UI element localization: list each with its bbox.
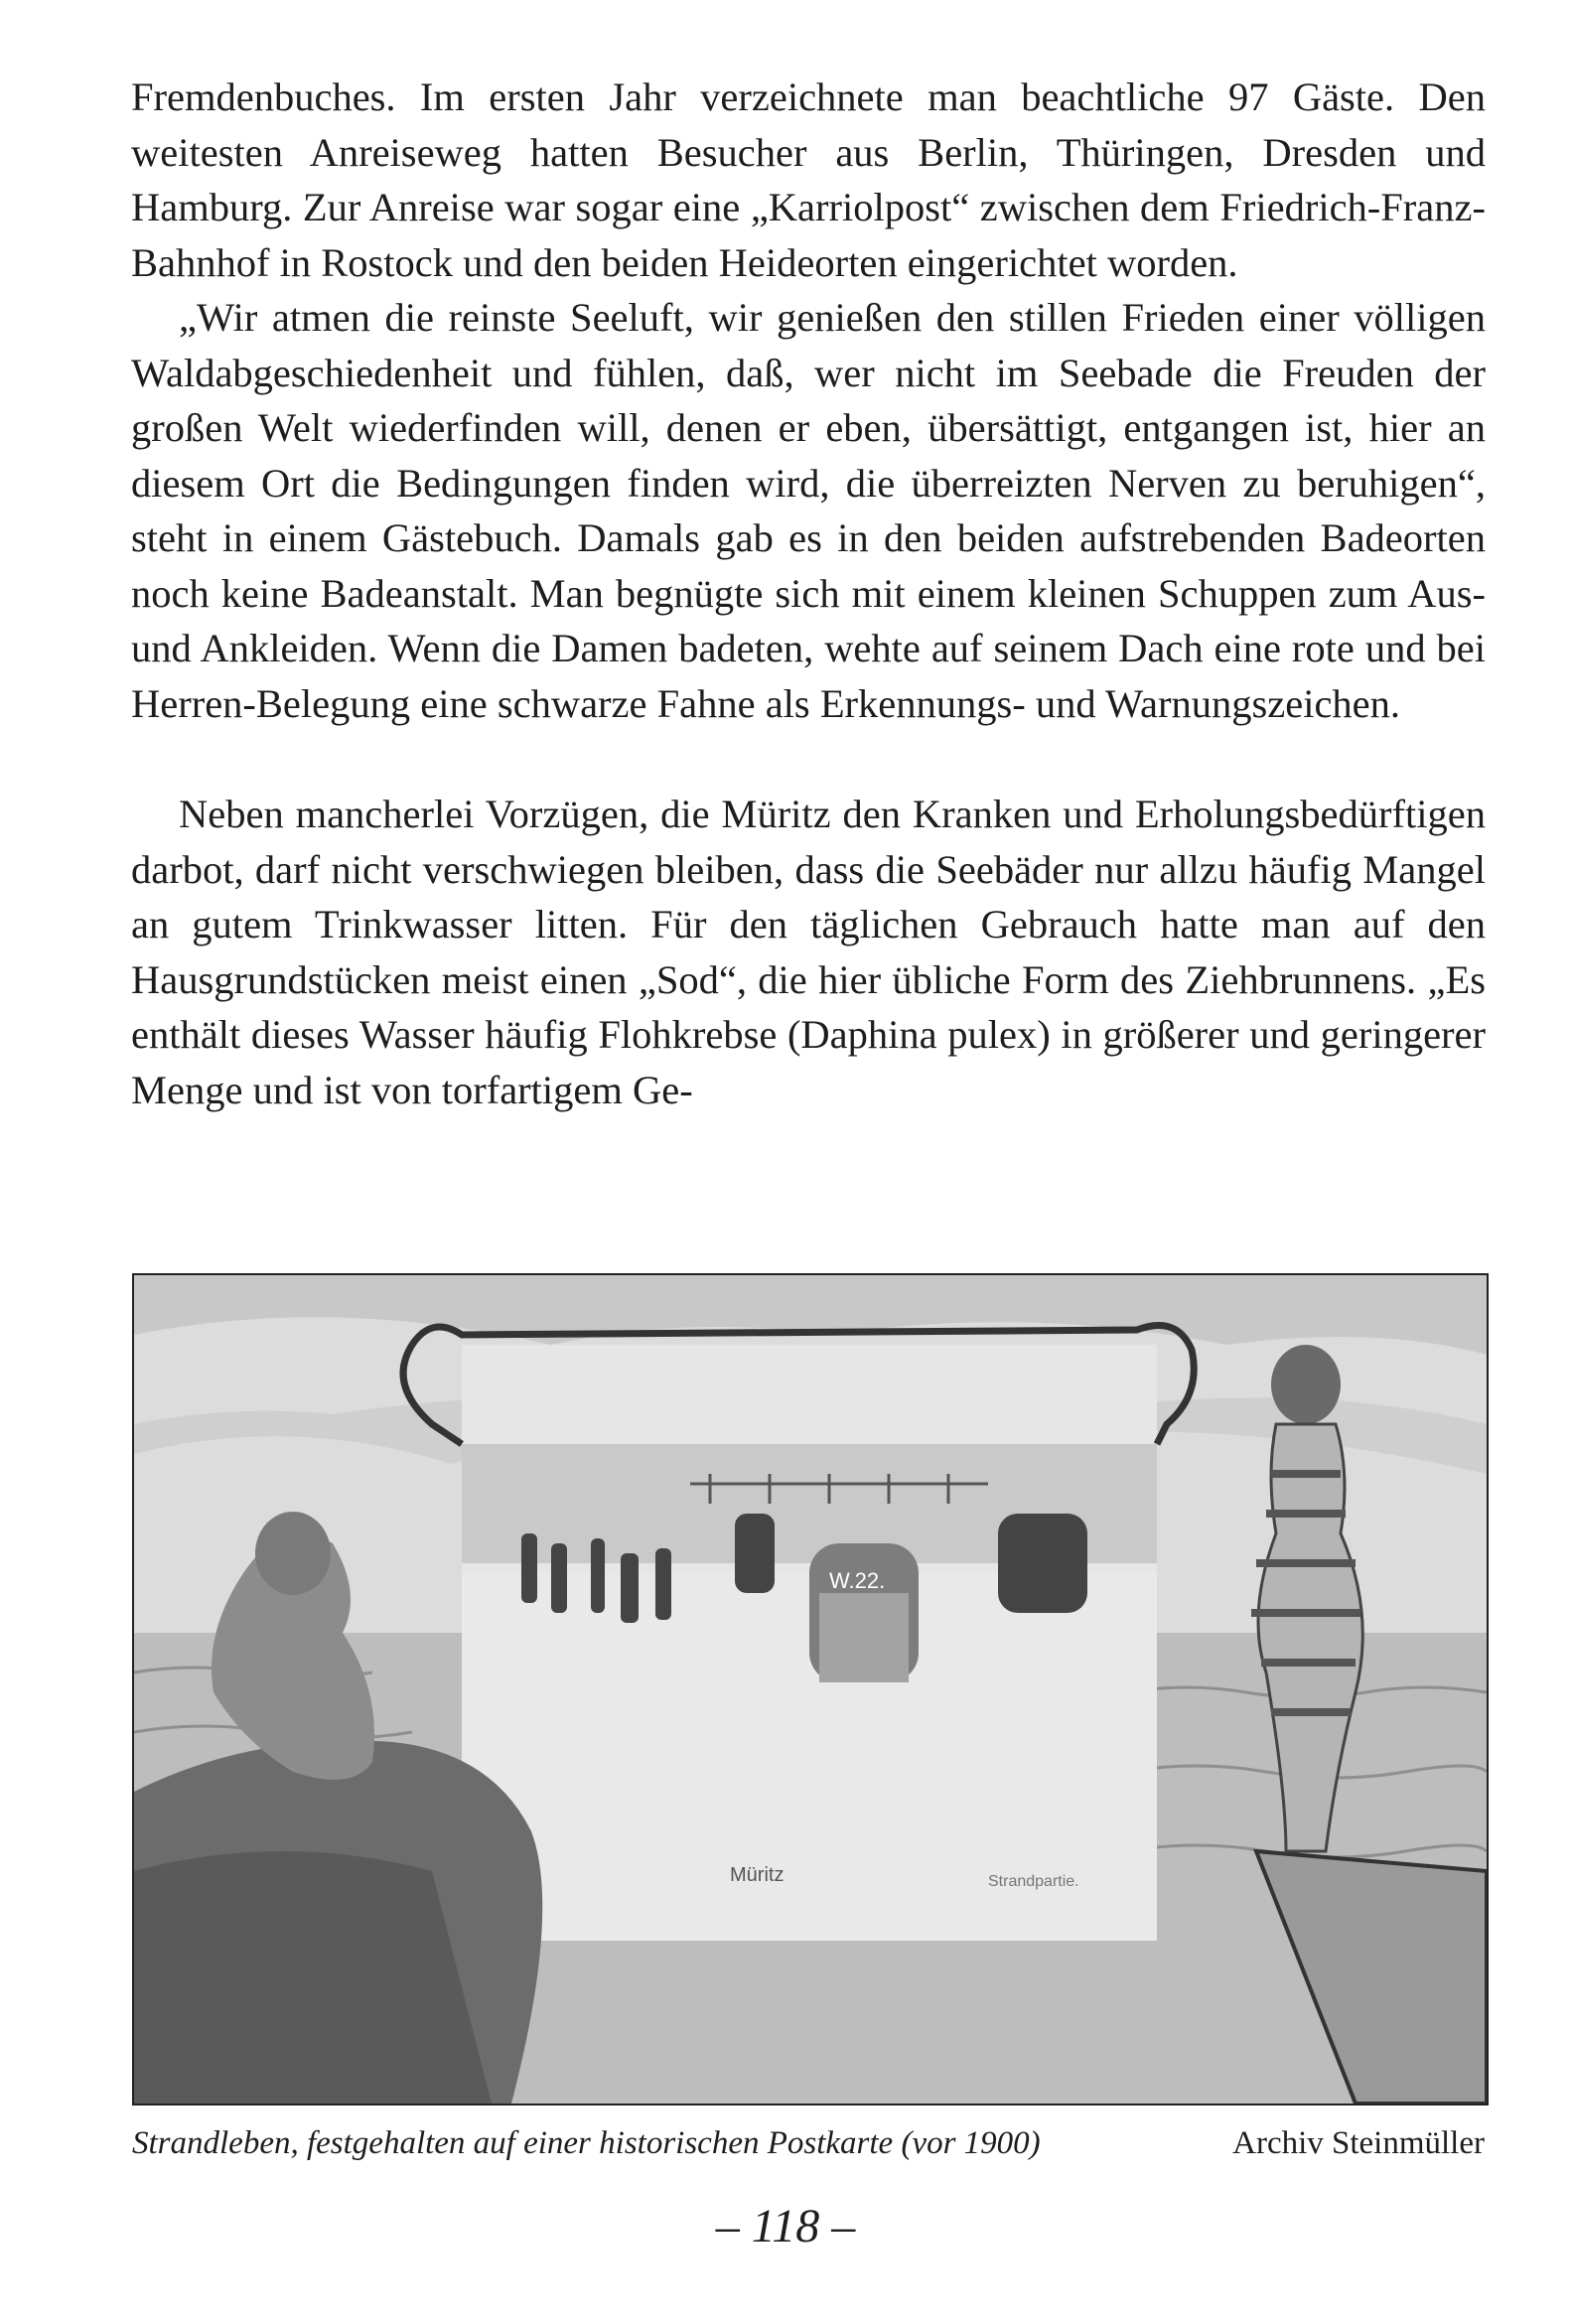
paragraph-3: Neben mancherlei Vorzügen, die Müritz den Kranken und Erholungsbedürftigen darbot, darf nicht verschwiegen bleiben, dass die Seebäder nur allzu häufig Mangel an gutem Trinkwasser litten. Für den täglichen Gebrauch hatte man auf den Hausgrundstücken meist einen „Sod“, die hier übliche Form des Ziehbrunnens. „Es enthält dieses Wasser häufig Flohkrebse (Daphina pulex) in größerer und geringerer Menge und ist von torfartigem Ge-	[131, 792, 1486, 1112]
beach-chair-label: W.22.	[829, 1568, 886, 1593]
postcard-label-strandpartie: Strandpartie.	[988, 1873, 1079, 1890]
paragraph-2: „Wir atmen die reinste Seeluft, wir genießen den stillen Frieden einer völligen Waldabgeschiedenheit und fühlen, daß, wer nicht im Seebade die Freuden der großen Welt wiederfinden will, denen er eben, übersättigt, entgangen ist, hier an diesem Ort die Bedingungen finden wird, die überreizten Nerven zu beruhigen“, steht in einem Gästebuch. Damals gab es in den beiden aufstrebenden Badeorten noch keine Badeanstalt. Man begnügte sich mit einem kleinen Schuppen zum Aus- und Ankleiden. Wenn die Damen badeten, wehte auf seinem Dach eine rote und bei Herren-Belegung eine schwarze Fahne als Erkennungs- und Warnungszeichen.	[131, 295, 1486, 726]
body-text	[131, 70, 1486, 1117]
historic-postcard-image	[132, 1273, 1489, 2106]
postcard-illustration	[134, 1275, 1487, 2104]
page-number: – 118 –	[715, 2200, 856, 2252]
figure-caption	[132, 2123, 1485, 2163]
caption-credit: Archiv Steinmüller	[1232, 2125, 1485, 2161]
postcard-label-mueritz: Müritz	[730, 1864, 785, 1886]
paragraph-1: Fremdenbuches. Im ersten Jahr verzeichnete man beachtliche 97 Gäste. Den weitesten Anreiseweg hatten Besucher aus Berlin, Thüringen, Dresden und Hamburg. Zur Anreise war sogar eine „Karriolpost“ zwischen dem Friedrich-Franz-Bahnhof in Rostock und den beiden Heideorten eingerichtet worden.	[131, 74, 1486, 285]
caption-text: Strandleben, festgehalten auf einer historischen Postkarte (vor 1900)	[132, 2125, 1041, 2161]
